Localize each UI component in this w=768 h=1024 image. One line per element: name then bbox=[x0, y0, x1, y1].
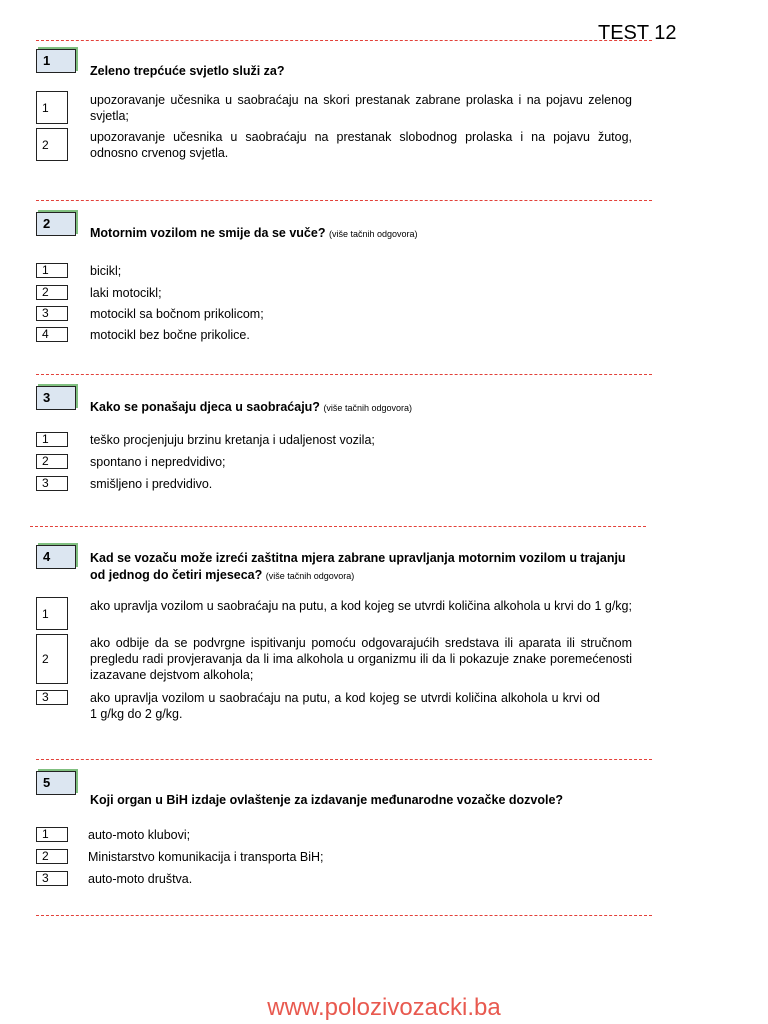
answer-text: motocikl bez bočne prikolice. bbox=[90, 328, 250, 342]
question-label: Koji organ u BiH izdaje ovlaštenje za izdavanje međunarodne vozačke dozvole? bbox=[90, 793, 564, 807]
question-label: Kako se ponašaju djeca u saobraćaju? bbox=[90, 400, 320, 414]
answer-checkbox[interactable]: 1 bbox=[36, 432, 68, 447]
answer-text: Ministarstvo komunikacija i transporta BiH; bbox=[88, 850, 324, 864]
section-divider bbox=[36, 759, 652, 760]
question-note: (više tačnih odgovora) bbox=[323, 403, 412, 413]
section-divider bbox=[30, 526, 646, 527]
answer-text: smišljeno i predvidivo. bbox=[90, 477, 213, 491]
answer-checkbox[interactable]: 1 bbox=[36, 827, 68, 842]
answer-checkbox[interactable]: 2 bbox=[36, 454, 68, 469]
question-label: Kad se vozaču može izreći zaštitna mjera zabrane upravljanja motornim vozilom u trajanju od jednog do četiri mjeseca? bbox=[90, 551, 626, 582]
answer-text: upozoravanje učesnika u saobraćaju na skori prestanak zabrane prolaska i na pojavu zelenog svjetla; bbox=[90, 93, 632, 123]
question-number-box: 5 bbox=[36, 771, 76, 795]
question-text bbox=[90, 225, 640, 243]
answer-text: auto-moto klubovi; bbox=[88, 828, 191, 842]
answer-checkbox[interactable]: 2 bbox=[36, 849, 68, 864]
answer-checkbox[interactable]: 2 bbox=[36, 285, 68, 300]
answer-text: ako odbije da se podvrgne ispitivanju pomoću odgovarajućih sredstava ili aparata ili stručnom pregledu radi provjeravanja da li ima alkohola u organizmu ili da li pokazuje znake poremećenosti izazavane dejstvom alkohola; bbox=[90, 636, 632, 682]
question-label: Zeleno trepćuće svjetlo služi za? bbox=[90, 64, 285, 78]
answer-checkbox[interactable]: 1 bbox=[36, 597, 68, 630]
question-number-box: 1 bbox=[36, 49, 76, 73]
section-divider bbox=[36, 374, 652, 375]
question-note: (više tačnih odgovora) bbox=[328, 229, 418, 239]
answer-checkbox[interactable]: 3 bbox=[36, 871, 68, 886]
answer-checkbox[interactable]: 2 bbox=[36, 128, 68, 161]
section-divider bbox=[36, 915, 652, 916]
answer-checkbox[interactable]: 1 bbox=[36, 91, 68, 124]
question-label: Motornim vozilom ne smije da se vuče? bbox=[90, 226, 326, 240]
answer-checkbox[interactable]: 3 bbox=[36, 476, 68, 491]
question-note: (više tačnih odgovora) bbox=[265, 571, 355, 581]
answer-text: bicikl; bbox=[90, 264, 122, 278]
section-divider bbox=[36, 40, 652, 41]
answer-checkbox[interactable]: 2 bbox=[36, 634, 68, 684]
answer-text: spontano i nepredvidivo; bbox=[90, 455, 226, 469]
answer-text: teško procjenjuju brzinu kretanja i udaljenost vozila; bbox=[90, 433, 375, 447]
question-text bbox=[90, 399, 640, 417]
answer-text: motocikl sa bočnom prikolicom; bbox=[90, 307, 264, 321]
answer-text: ako upravlja vozilom u saobraćaju na putu, a kod kojeg se utvrdi količina alkohola u krvi od 1 g/kg do 2 g/kg. bbox=[90, 691, 600, 721]
question-text bbox=[90, 63, 640, 80]
answer-checkbox[interactable]: 3 bbox=[36, 306, 68, 321]
answer-text: ako upravlja vozilom u saobraćaju na putu, a kod kojeg se utvrdi količina alkohola u krvi do 1 g/kg; bbox=[90, 599, 632, 613]
answer-text: upozoravanje učesnika u saobraćaju na prestanak slobodnog prolaska i na pojavu žutog, odnosno crvenog svjetla. bbox=[90, 130, 632, 160]
question-number-box: 3 bbox=[36, 386, 76, 410]
answer-text: auto-moto društva. bbox=[88, 872, 193, 886]
question-text bbox=[90, 550, 640, 585]
question-number-box: 4 bbox=[36, 545, 76, 569]
section-divider bbox=[36, 200, 652, 201]
footer-url: www.polozivozacki.ba bbox=[267, 994, 501, 1021]
answer-checkbox[interactable]: 4 bbox=[36, 327, 68, 342]
answer-text: laki motocikl; bbox=[90, 286, 162, 300]
question-text bbox=[90, 792, 640, 809]
question-number-box: 2 bbox=[36, 212, 76, 236]
answer-checkbox[interactable]: 3 bbox=[36, 690, 68, 705]
answer-checkbox[interactable]: 1 bbox=[36, 263, 68, 278]
test-title: TEST 12 bbox=[598, 22, 677, 44]
